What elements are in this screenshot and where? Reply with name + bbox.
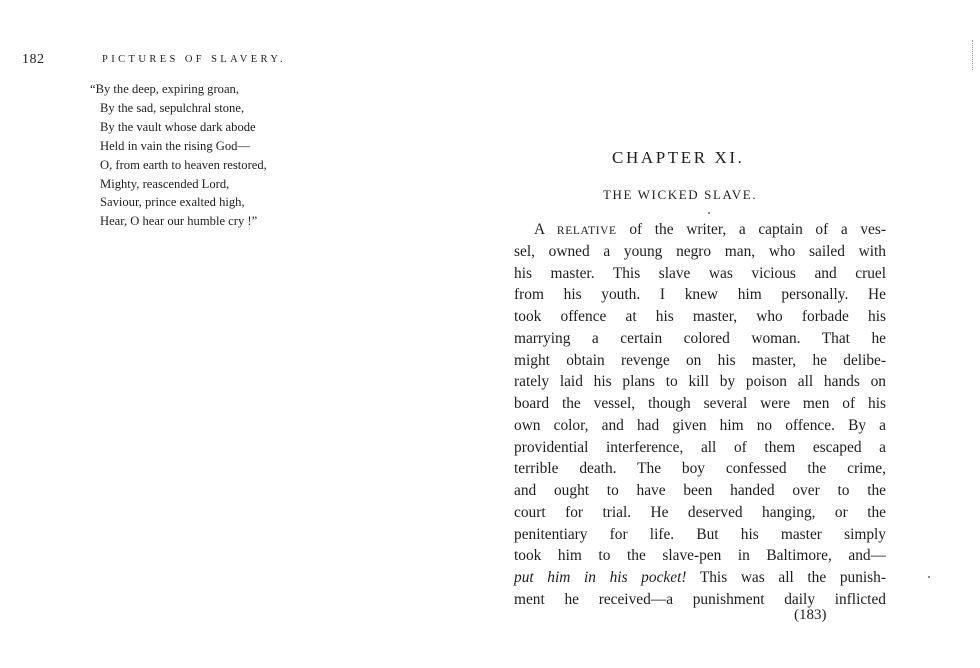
body-line: [514, 219, 886, 241]
body-line: took offence at his master, who forbade his: [514, 308, 886, 325]
body-line: and ought to have been handed over to the: [514, 482, 886, 499]
body-line: might obtain revenge on his master, he delibe-: [514, 351, 886, 369]
italic-line-rest: This was all the punish-: [686, 569, 886, 586]
chapter-subtitle: THE WICKED SLAVE.: [603, 187, 758, 202]
body-line: providential interference, all of them escaped a: [514, 438, 886, 456]
poem-line: By the sad, sepulchral stone,: [100, 100, 245, 115]
poem-line: Saviour, prince exalted high,: [100, 195, 245, 210]
poem-line: Hear, O hear our humble cry !”: [100, 214, 258, 229]
body-line: board the vessel, though several were men of his: [514, 395, 886, 412]
chapter-body: [514, 219, 886, 611]
body-line: sel, owned a young negro man, who sailed with: [514, 242, 886, 260]
italic-phrase: put him in his pocket!: [514, 569, 687, 586]
body-line: ment he received—a punishment daily inflicted: [514, 590, 886, 608]
body-line: from his youth. I knew him personally. He: [514, 286, 886, 304]
body-line: took him to the slave-pen in Baltimore, and—: [514, 547, 886, 565]
body-line: own color, and had given him no offence. By a: [514, 416, 886, 434]
poem-line: Mighty, reascended Lord,: [100, 176, 230, 191]
body-line: terrible death. The boy confessed the crime,: [514, 460, 886, 478]
first-smallcaps: RELATIVE: [556, 225, 617, 237]
poem-line: By the vault whose dark abode: [100, 119, 256, 134]
first-line-rest: of the writer, a captain of a ves-: [629, 221, 886, 238]
body-line: his master. This slave was vicious and cruel: [514, 264, 886, 282]
poem-line: “By the deep, expiring groan,: [90, 82, 239, 96]
print-speck: [708, 212, 710, 214]
body-line: [514, 567, 886, 589]
body-line: marrying a certain colored woman. That he: [514, 329, 886, 347]
first-word: A: [534, 221, 545, 238]
print-speck: [928, 576, 930, 578]
chapter-title: CHAPTER XI.: [612, 148, 745, 167]
body-line: court for trial. He deserved hanging, or the: [514, 503, 886, 521]
left-page-number: 182: [22, 52, 45, 67]
page-edge-marks: [972, 40, 977, 70]
body-line: penitentiary for life. But his master simply: [514, 525, 886, 543]
right-page-number: (183): [794, 607, 827, 623]
poem-line: Held in vain the rising God—: [100, 138, 251, 153]
poem-line: O, from earth to heaven restored,: [100, 157, 267, 172]
poem-stanza: [90, 80, 267, 231]
body-line: rately laid his plans to kill by poison all hands on: [514, 373, 886, 391]
running-head: PICTURES OF SLAVERY.: [102, 54, 287, 65]
